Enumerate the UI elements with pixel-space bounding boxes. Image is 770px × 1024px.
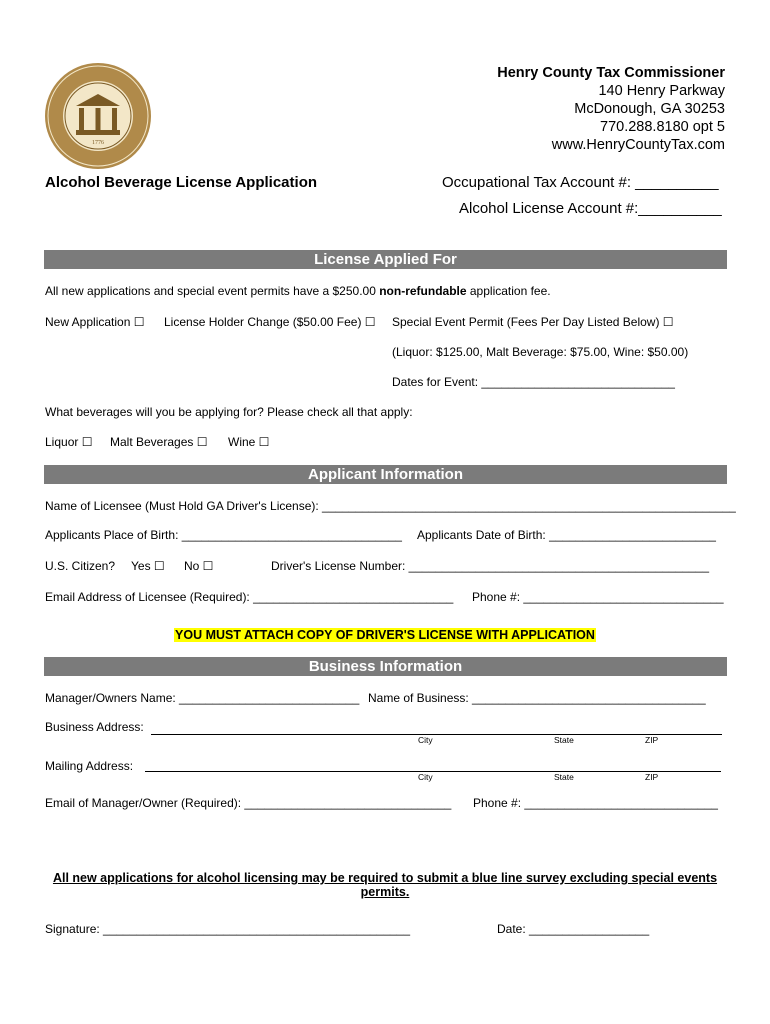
date-field[interactable]: Date: __________________	[497, 922, 650, 936]
licensee-email-field[interactable]: Email Address of Licensee (Required): ______________________________	[45, 590, 454, 604]
business-city-caption: City	[418, 735, 433, 745]
business-state-caption: State	[554, 735, 574, 745]
fee-notice	[45, 284, 551, 298]
header-block	[497, 64, 725, 154]
malt-checkbox[interactable]: Malt Beverages ☐	[110, 435, 208, 449]
citizen-no-checkbox[interactable]: No ☐	[184, 559, 214, 573]
citizen-label: U.S. Citizen?	[45, 559, 116, 573]
mailing-state-caption: State	[554, 772, 574, 782]
phone-number: 770.288.8180 opt 5	[600, 119, 725, 135]
manager-email-field[interactable]: Email of Manager/Owner (Required): _______________________________	[45, 796, 452, 810]
license-copy-notice: YOU MUST ATTACH COPY OF DRIVER'S LICENSE WITH APPLICATION	[175, 628, 595, 642]
survey-notice	[0, 871, 770, 899]
alcohol-account-field[interactable]: Alcohol License Account #:__________	[459, 200, 722, 217]
manager-name-field[interactable]: Manager/Owners Name: ___________________________	[45, 691, 360, 705]
wine-checkbox[interactable]: Wine ☐	[228, 435, 270, 449]
section-applicant-information: Applicant Information	[44, 465, 727, 484]
fee-notice-a: All new applications and special event permits have a $250.00	[45, 284, 380, 298]
birthplace-field[interactable]: Applicants Place of Birth: _________________________________	[45, 528, 402, 542]
survey-notice-line-2: permits.	[360, 885, 410, 899]
mailing-zip-caption: ZIP	[645, 772, 659, 782]
business-address-line[interactable]	[151, 734, 722, 735]
business-address-label: Business Address:	[45, 720, 144, 734]
new-application-checkbox[interactable]: New Application ☐	[45, 315, 145, 329]
section-business-information: Business Information	[44, 657, 727, 676]
licensee-name-field[interactable]: Name of Licensee (Must Hold GA Driver's License): ______________________________________________________________	[45, 499, 736, 513]
license-copy-notice-row	[0, 626, 770, 644]
business-zip-caption: ZIP	[645, 735, 659, 745]
holder-change-checkbox[interactable]: License Holder Change ($50.00 Fee) ☐	[164, 315, 376, 329]
section-license-applied-for: License Applied For	[44, 250, 727, 269]
mailing-city-caption: City	[418, 772, 433, 782]
business-name-field[interactable]: Name of Business: ___________________________________	[368, 691, 706, 705]
beverages-question: What beverages will you be applying for? Please check all that apply:	[45, 405, 413, 419]
birthdate-field[interactable]: Applicants Date of Birth: _________________________	[417, 528, 716, 542]
county-seal-logo	[44, 62, 152, 170]
address-line-2: McDonough, GA 30253	[574, 101, 725, 117]
manager-phone-field[interactable]: Phone #: _____________________________	[473, 796, 718, 810]
mailing-address-line[interactable]	[145, 771, 721, 772]
licensee-phone-field[interactable]: Phone #: ______________________________	[472, 590, 724, 604]
address-line-1: 140 Henry Parkway	[598, 83, 725, 99]
mailing-address-label: Mailing Address:	[45, 759, 134, 773]
fee-notice-bold: non-refundable	[379, 284, 467, 298]
website-link[interactable]: www.HenryCountyTax.com	[551, 137, 725, 153]
liquor-checkbox[interactable]: Liquor ☐	[45, 435, 93, 449]
event-dates-field[interactable]: Dates for Event: _____________________________	[392, 375, 675, 389]
survey-notice-line-1: All new applications for alcohol licensing may be required to submit a blue line survey excluding special events	[52, 871, 718, 885]
fee-notice-c: application fee.	[466, 284, 551, 298]
signature-field[interactable]: Signature: ______________________________________________	[45, 922, 411, 936]
form-title: Alcohol Beverage License Application	[45, 174, 318, 191]
special-event-fees: (Liquor: $125.00, Malt Beverage: $75.00, Wine: $50.00)	[392, 345, 689, 359]
citizen-yes-checkbox[interactable]: Yes ☐	[131, 559, 165, 573]
org-name: Henry County Tax Commissioner	[497, 65, 725, 81]
svg-text:1776: 1776	[92, 140, 104, 146]
occupational-account-field[interactable]: Occupational Tax Account #: __________	[442, 174, 719, 191]
special-event-checkbox[interactable]: Special Event Permit (Fees Per Day Listed Below) ☐	[392, 315, 674, 329]
drivers-license-field[interactable]: Driver's License Number: _____________________________________________	[271, 559, 709, 573]
